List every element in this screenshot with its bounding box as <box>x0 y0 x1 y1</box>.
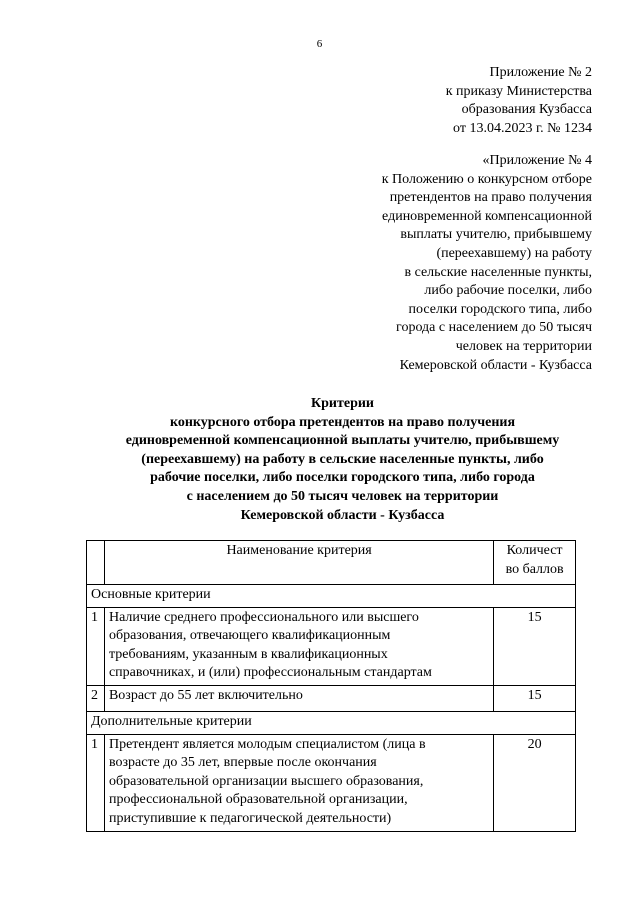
criterion-line: Претендент является молодым специалистом (лица в <box>108 736 426 752</box>
criterion-score: 15 <box>494 607 576 685</box>
row-number: 1 <box>87 607 105 685</box>
criterion-line: профессиональной образовательной организации, <box>108 792 408 808</box>
appendix-main-line: Приложение № 2 <box>489 65 592 80</box>
header-score <box>494 541 576 585</box>
header-number <box>87 541 105 585</box>
criterion-line: Наличие среднего профессионального или высшего <box>108 609 419 625</box>
title-line: рабочие поселки, либо поселки городского типа, либо города <box>150 470 535 486</box>
criterion-line: возрасте до 35 лет, впервые после окончания <box>108 755 377 771</box>
appendix-sub-line: «Приложение № 4 <box>482 153 592 168</box>
appendix-sub-line: выплаты учителю, прибывшему <box>400 227 592 243</box>
section-title: Дополнительные критерии <box>87 711 576 734</box>
appendix-sub-line: поселки городского типа, либо <box>408 301 592 317</box>
criterion-line: Возраст до 55 лет включительно <box>108 687 303 703</box>
page-number: 6 <box>316 38 323 50</box>
criterion-name <box>104 607 493 685</box>
criterion-name <box>104 685 493 711</box>
appendix-header-main <box>446 64 592 138</box>
appendix-sub-line: к Положению о конкурсном отборе <box>381 171 592 187</box>
header-score-line: Количест <box>506 543 563 558</box>
criterion-line: справочниках, и (или) профессиональным стандартам <box>108 665 432 681</box>
appendix-sub-line: Кемеровской области - Кузбасса <box>399 357 592 373</box>
title-line: с населением до 50 тысяч человек на территории <box>186 488 499 504</box>
appendix-sub-line: единовременной компенсационной <box>382 208 592 224</box>
criterion-line: приступившие к педагогической деятельности) <box>108 810 392 826</box>
criterion-line: образования, отвечающего квалификационным <box>108 628 391 644</box>
criterion-score: 15 <box>494 685 576 711</box>
title-line: Кемеровской области - Кузбасса <box>240 507 445 523</box>
appendix-sub-line: человек на территории <box>455 338 592 354</box>
section-title: Основные критерии <box>87 585 576 608</box>
row-number: 2 <box>87 685 105 711</box>
appendix-sub-line: либо рабочие поселки, либо <box>424 283 592 299</box>
appendix-sub-line: (переехавшему) на работу <box>436 245 592 261</box>
appendix-main-line: образования Кузбасса <box>461 102 592 118</box>
title-line: Критерии <box>310 396 374 411</box>
section-row <box>87 711 576 734</box>
title-line: (переехавшему) на работу в сельские населенные пункты, либо <box>141 451 544 467</box>
header-score-line: во баллов <box>505 561 564 577</box>
table-header-row <box>87 541 576 585</box>
title-line: единовременной компенсационной выплаты учителю, прибывшему <box>125 433 560 449</box>
appendix-sub-line: города с населением до 50 тысяч <box>396 320 592 336</box>
appendix-main-line: к приказу Министерства <box>445 83 592 99</box>
criterion-name <box>104 734 493 831</box>
table-row <box>87 685 576 711</box>
criterion-score: 20 <box>494 734 576 831</box>
header-criterion-name: Наименование критерия <box>104 541 493 585</box>
section-row <box>87 585 576 608</box>
table-row <box>87 607 576 685</box>
appendix-main-line: от 13.04.2023 г. № 1234 <box>453 120 592 136</box>
appendix-sub-line: в сельские населенные пункты, <box>404 264 592 280</box>
criteria-table <box>86 540 576 832</box>
appendix-header-sub <box>382 152 592 375</box>
criterion-line: требованиям, указанным в квалификационных <box>108 646 388 662</box>
title-line: конкурсного отбора претендентов на право получения <box>169 414 516 430</box>
document-title <box>60 395 625 525</box>
criterion-line: образовательной организации высшего образования, <box>108 773 424 789</box>
row-number: 1 <box>87 734 105 831</box>
appendix-sub-line: претендентов на право получения <box>389 190 592 206</box>
table-row <box>87 734 576 831</box>
